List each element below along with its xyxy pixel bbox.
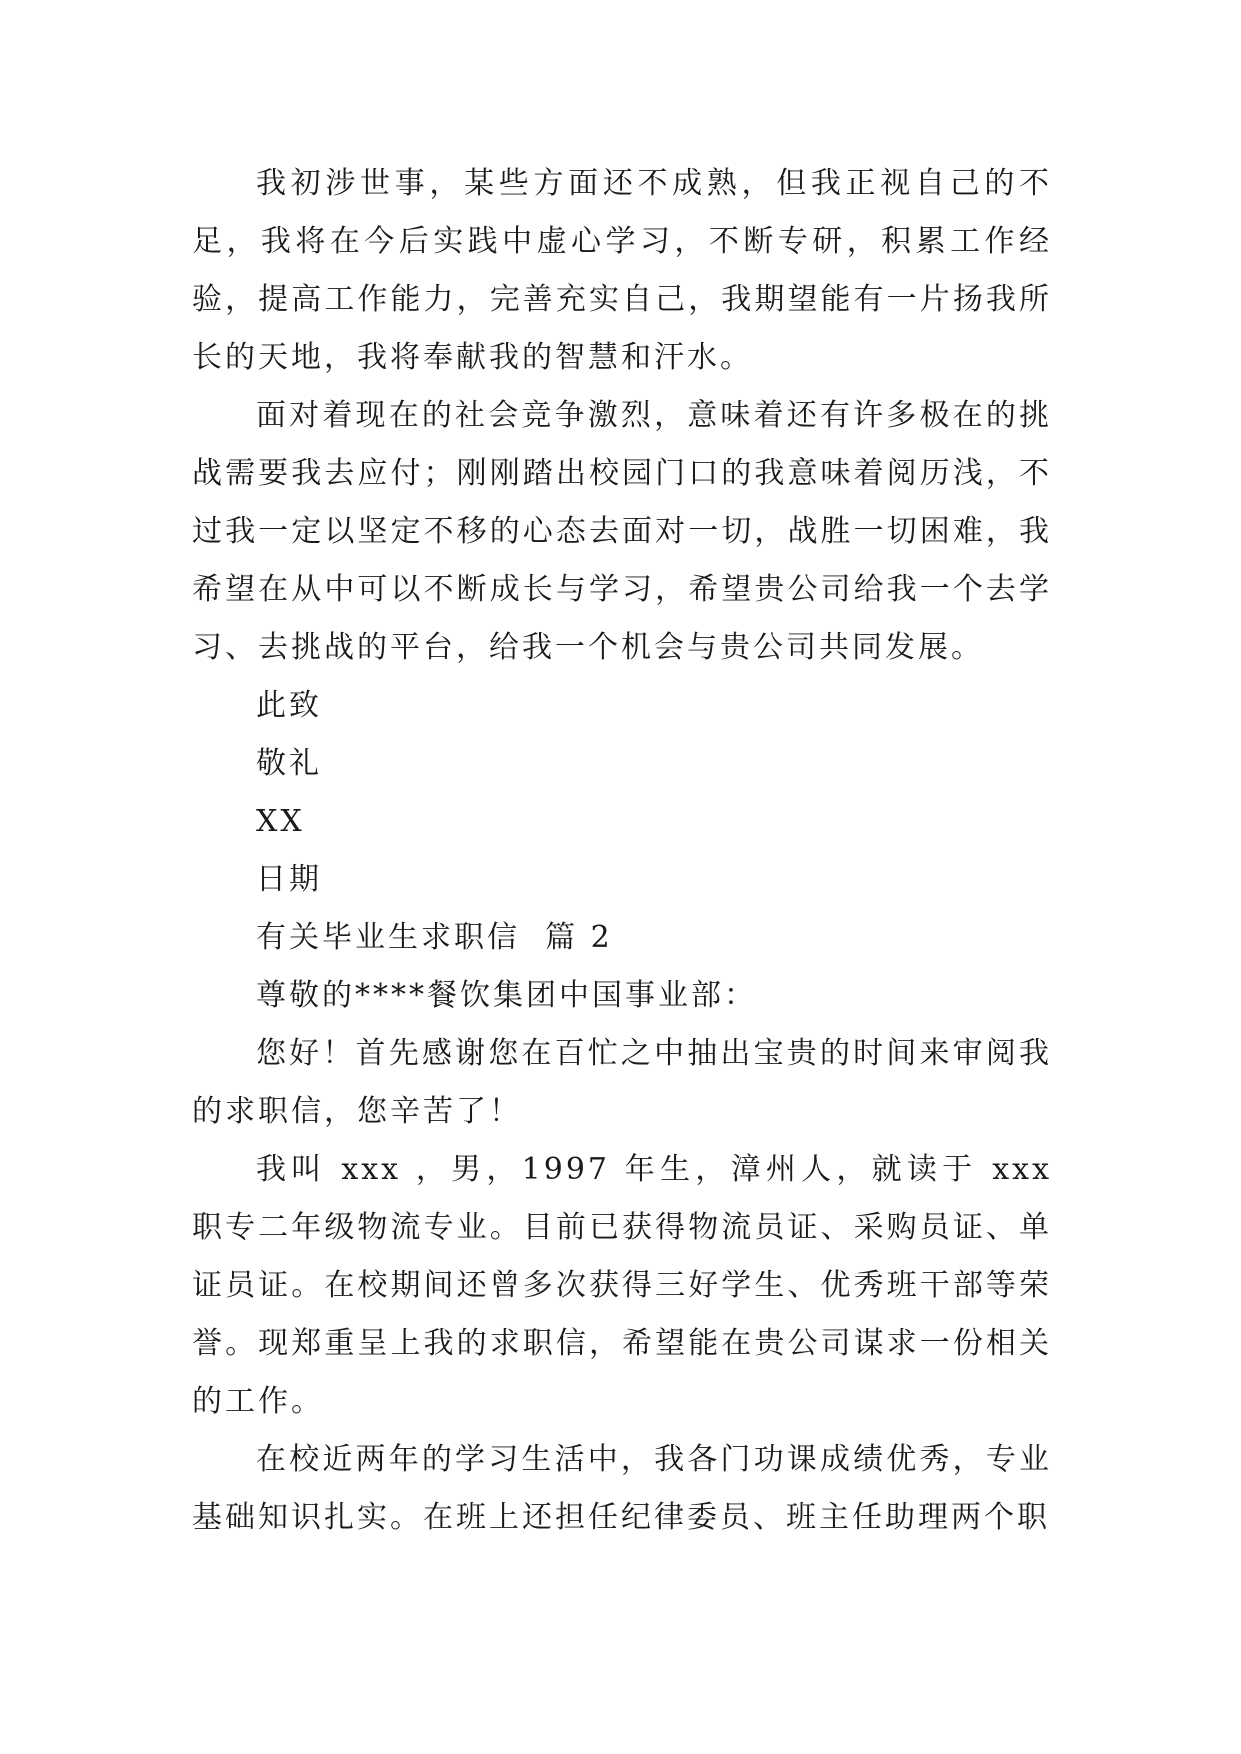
paragraph-4: 我叫 xxx ，男，1997 年生，漳州人，就读于 xxx 职专二年级物流专业。目前已获得物流员证、采购员证、单证员证。在校期间还曾多次获得三好学生、优秀班干部等荣誉。现郑重呈上我的求职信，希望能在贵公司谋求一份相关的工作。 bbox=[192, 1152, 1052, 1419]
paragraph-1: 我初涉世事，某些方面还不成熟，但我正视自己的不足，我将在今后实践中虚心学习，不断专研，积累工作经验，提高工作能力，完善充实自己，我期望能有一片扬我所长的天地，我将奉献我的智慧和汗水。 bbox=[192, 166, 1052, 375]
letter-body bbox=[192, 155, 1052, 1547]
closing-line-2: 敬礼 bbox=[256, 746, 322, 781]
paragraph-3: 您好！首先感谢您在百忙之中抽出宝贵的时间来审阅我的求职信，您辛苦了！ bbox=[192, 1036, 1052, 1129]
paragraph-2: 面对着现在的社会竞争激烈，意味着还有许多极在的挑战需要我去应付；刚刚踏出校园门口的我意味着阅历浅，不过我一定以坚定不移的心态去面对一切，战胜一切困难，我希望在从中可以不断成长与学习，希望贵公司给我一个去学习、去挑战的平台，给我一个机会与贵公司共同发展。 bbox=[192, 398, 1052, 665]
paragraph-5: 在校近两年的学习生活中，我各门功课成绩优秀，专业基础知识扎实。在班上还担任纪律委员、班主任助理两个职 bbox=[192, 1442, 1052, 1535]
section-title: 有关毕业生求职信 篇 2 bbox=[256, 920, 613, 955]
salutation: 尊敬的****餐饮集团中国事业部： bbox=[256, 978, 757, 1013]
date-label: 日期 bbox=[256, 862, 322, 897]
closing-line-1: 此致 bbox=[256, 688, 322, 723]
signature: XX bbox=[256, 804, 305, 839]
